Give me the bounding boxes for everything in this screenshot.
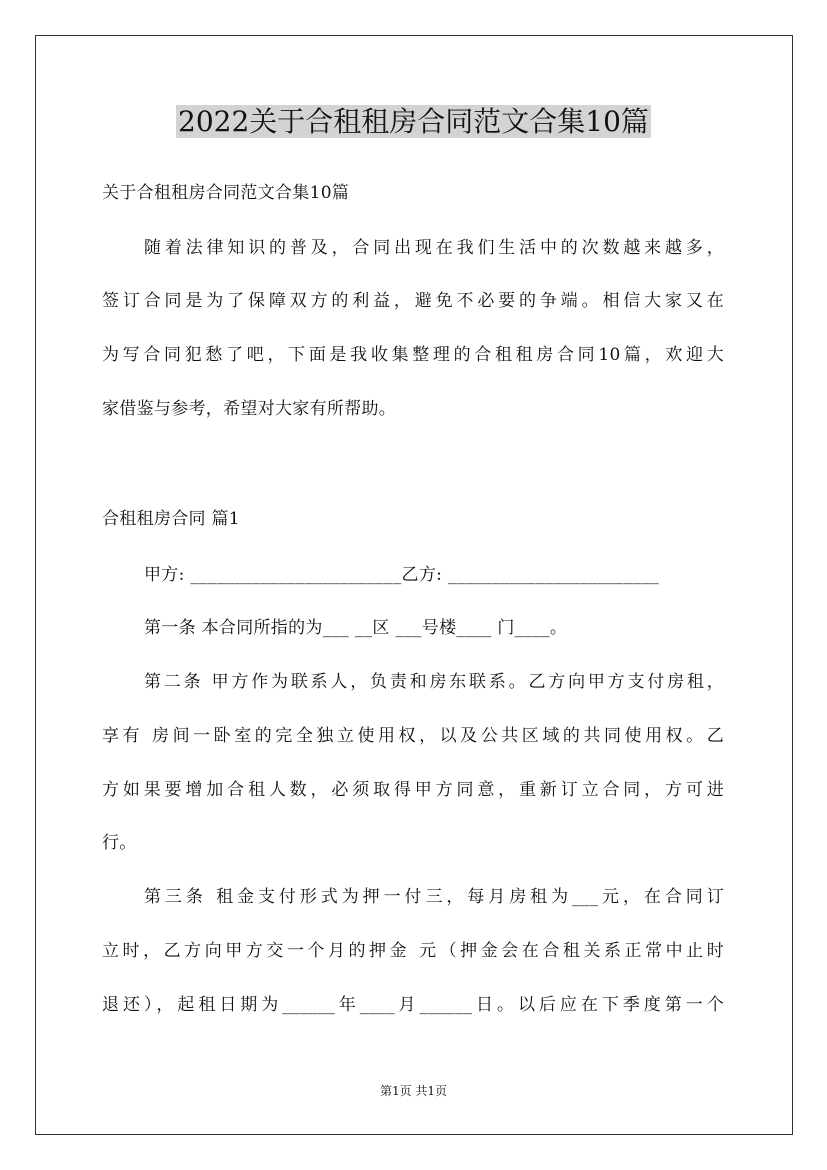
document-title-text: 2022关于合租租房合同范文合集10篇	[178, 105, 649, 138]
document-subtitle: 关于合租租房合同范文合集10篇	[102, 183, 350, 203]
clause-3-line-2: 立时，乙方向甲方交一个月的押金 元（押金会在合租关系正常中止时	[102, 941, 724, 961]
intro-line-1: 随着法律知识的普及，合同出现在我们生活中的次数越来越多，	[144, 238, 724, 258]
intro-line-3: 为写合同犯愁了吧，下面是我收集整理的合租租房合同10篇，欢迎大	[102, 345, 724, 365]
clause-3-line-3: 退还），起租日期为______年____月______日。以后应在下季度第一个	[102, 995, 724, 1015]
clause-2-line-3: 方如果要增加合租人数，必须取得甲方同意，重新订立合同，方可进	[102, 780, 724, 800]
clause-1: 第一条 本合同所指的为___ __区 ___号楼____ 门____。	[144, 618, 568, 638]
intro-line-2: 签订合同是为了保障双方的利益，避免不必要的争端。相信大家又在	[102, 291, 724, 311]
intro-line-4: 家借鉴与参考，希望对大家有所帮助。	[102, 399, 397, 419]
document-title	[0, 100, 827, 144]
clause-2-line-1: 第二条 甲方作为联系人，负责和房东联系。乙方向甲方支付房租，	[144, 672, 724, 692]
clause-2-line-4: 行。	[102, 833, 137, 853]
section-heading: 合租租房合同 篇1	[102, 509, 240, 529]
clause-2-line-2: 享有 房间一卧室的完全独立使用权，以及公共区域的共同使用权。乙	[102, 726, 724, 746]
clause-3-line-1: 第三条 租金支付形式为押一付三，每月房租为___元，在合同订	[144, 887, 724, 907]
party-line: 甲方: ________________________乙方: ________________________	[144, 565, 660, 585]
page-footer: 第1页 共1页	[379, 1084, 448, 1098]
